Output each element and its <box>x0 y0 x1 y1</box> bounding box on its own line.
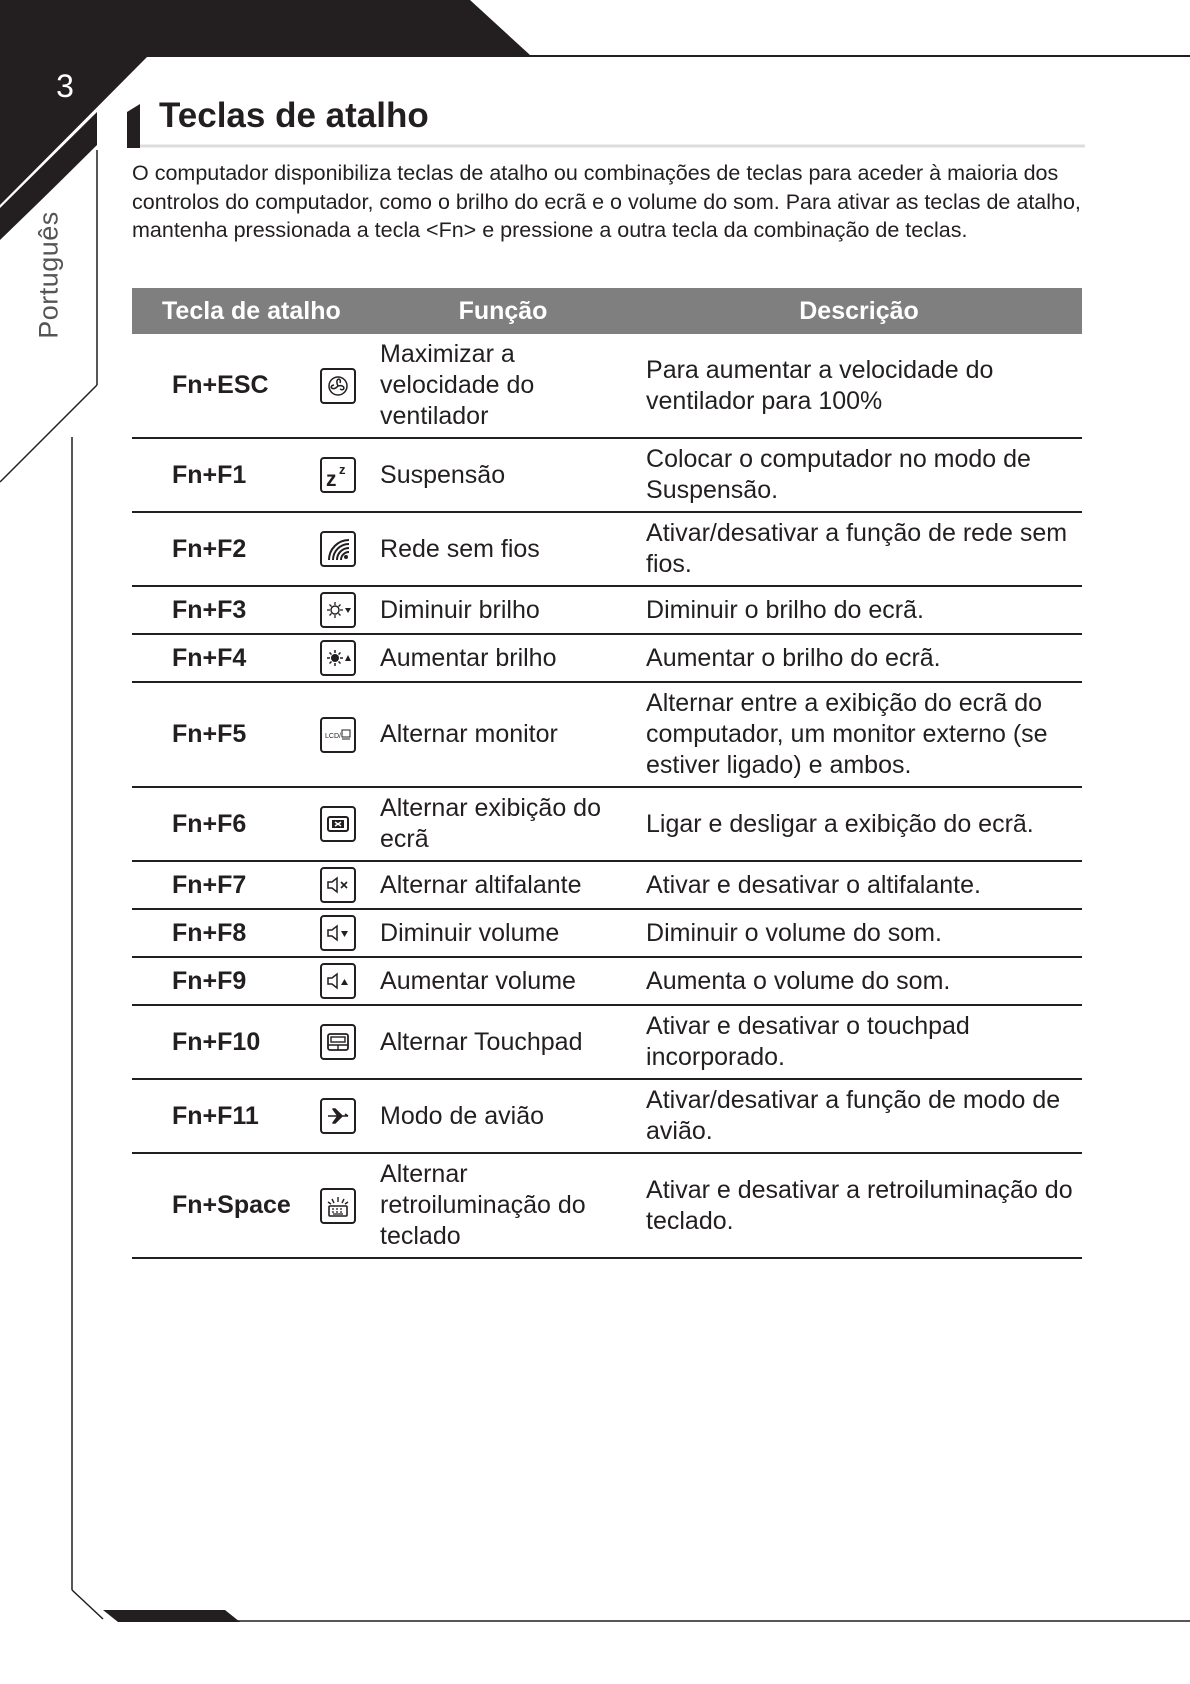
table-row <box>132 1005 1082 1079</box>
hotkey-label: Fn+F3 <box>132 586 306 634</box>
hotkey-label: Fn+F4 <box>132 634 306 682</box>
hotkey-label: Fn+F6 <box>132 787 306 861</box>
hotkey-label: Fn+ESC <box>132 334 306 438</box>
hotkey-label: Fn+F11 <box>132 1079 306 1153</box>
hotkey-icon-cell <box>306 861 370 909</box>
function-label: Alternar exibição do ecrã <box>370 787 636 861</box>
description-text: Diminuir o volume do som. <box>636 909 1082 957</box>
volume-up-icon <box>320 963 356 999</box>
table-row <box>132 1079 1082 1153</box>
function-label: Suspensão <box>370 438 636 512</box>
svg-text:z: z <box>326 468 337 489</box>
table-header-row <box>132 288 1082 334</box>
description-text: Ativar/desativar a função de rede sem fios. <box>636 512 1082 586</box>
table-row <box>132 512 1082 586</box>
section-title: Teclas de atalho <box>159 96 429 135</box>
table-row <box>132 861 1082 909</box>
table-row <box>132 957 1082 1005</box>
page-number: 3 <box>56 68 74 104</box>
function-label: Diminuir volume <box>370 909 636 957</box>
keyboard-backlight-icon <box>320 1188 356 1224</box>
function-label: Alternar Touchpad <box>370 1005 636 1079</box>
hotkey-icon-cell <box>306 682 370 787</box>
table-row <box>132 1153 1082 1258</box>
header-description: Descrição <box>636 288 1082 334</box>
description-text: Ativar e desativar o touchpad incorporado. <box>636 1005 1082 1079</box>
function-label: Alternar altifalante <box>370 861 636 909</box>
volume-down-icon <box>320 915 356 951</box>
description-text: Ativar e desativar o altifalante. <box>636 861 1082 909</box>
table-row <box>132 787 1082 861</box>
function-label: Maximizar a velocidade do ventilador <box>370 334 636 438</box>
hotkey-label: Fn+F8 <box>132 909 306 957</box>
description-text: Para aumentar a velocidade do ventilador para 100% <box>636 334 1082 438</box>
table-row <box>132 909 1082 957</box>
hotkey-label: Fn+F2 <box>132 512 306 586</box>
hotkey-label: Fn+F1 <box>132 438 306 512</box>
header-function: Função <box>370 288 636 334</box>
wireless-icon <box>320 531 356 567</box>
brightness-up-icon <box>320 640 356 676</box>
icon-caption: LCD/ <box>325 732 341 740</box>
description-text: Aumenta o volume do som. <box>636 957 1082 1005</box>
hotkey-icon-cell <box>306 512 370 586</box>
description-text: Ativar e desativar a retroiluminação do teclado. <box>636 1153 1082 1258</box>
header-hotkey: Tecla de atalho <box>132 288 370 334</box>
hotkey-icon-cell <box>306 438 370 512</box>
speaker-mute-icon <box>320 867 356 903</box>
hotkey-label: Fn+F7 <box>132 861 306 909</box>
hotkey-icon-cell <box>306 586 370 634</box>
hotkey-icon-cell <box>306 1005 370 1079</box>
table-row <box>132 334 1082 438</box>
hotkey-label: Fn+Space <box>132 1153 306 1258</box>
hotkey-icon-cell <box>306 334 370 438</box>
intro-paragraph: O computador disponibiliza teclas de atalho ou combinações de teclas para aceder à maioria dos controlos do computador, como o brilho do ecrã e o volume do som. Para ativar as teclas de atalho, mantenha pressionada a tecla <Fn> e pressione a outra tecla da combinação de teclas. <box>132 161 1081 242</box>
description-text: Alternar entre a exibição do ecrã do computador, um monitor externo (se estiver ligado) e ambos. <box>636 682 1082 787</box>
function-label: Diminuir brilho <box>370 586 636 634</box>
hotkey-label: Fn+F9 <box>132 957 306 1005</box>
hotkey-icon-cell <box>306 957 370 1005</box>
hotkey-icon-cell <box>306 1153 370 1258</box>
function-label: Modo de avião <box>370 1079 636 1153</box>
hotkey-icon-cell <box>306 1079 370 1153</box>
hotkey-icon-cell <box>306 634 370 682</box>
table-row <box>132 438 1082 512</box>
table-row <box>132 634 1082 682</box>
description-text: Ativar/desativar a função de modo de avião. <box>636 1079 1082 1153</box>
function-label: Alternar monitor <box>370 682 636 787</box>
svg-text:z: z <box>339 462 346 477</box>
brightness-down-icon <box>320 592 356 628</box>
airplane-icon <box>320 1098 356 1134</box>
function-label: Aumentar brilho <box>370 634 636 682</box>
description-text: Colocar o computador no modo de Suspensão. <box>636 438 1082 512</box>
hotkey-label: Fn+F10 <box>132 1005 306 1079</box>
table-row <box>132 682 1082 787</box>
monitor-switch-icon <box>320 717 356 753</box>
description-text: Diminuir o brilho do ecrã. <box>636 586 1082 634</box>
language-label: Português <box>33 211 64 339</box>
table-row <box>132 586 1082 634</box>
description-text: Ligar e desligar a exibição do ecrã. <box>636 787 1082 861</box>
function-label: Rede sem fios <box>370 512 636 586</box>
hotkey-label: Fn+F5 <box>132 682 306 787</box>
function-label: Aumentar volume <box>370 957 636 1005</box>
sleep-icon <box>320 457 356 493</box>
function-label: Alternar retroiluminação do teclado <box>370 1153 636 1258</box>
display-off-icon <box>320 806 356 842</box>
fan-icon <box>320 368 356 404</box>
hotkey-icon-cell <box>306 909 370 957</box>
description-text: Aumentar o brilho do ecrã. <box>636 634 1082 682</box>
touchpad-icon <box>320 1024 356 1060</box>
hotkey-icon-cell <box>306 787 370 861</box>
hotkeys-table <box>132 288 1082 1259</box>
